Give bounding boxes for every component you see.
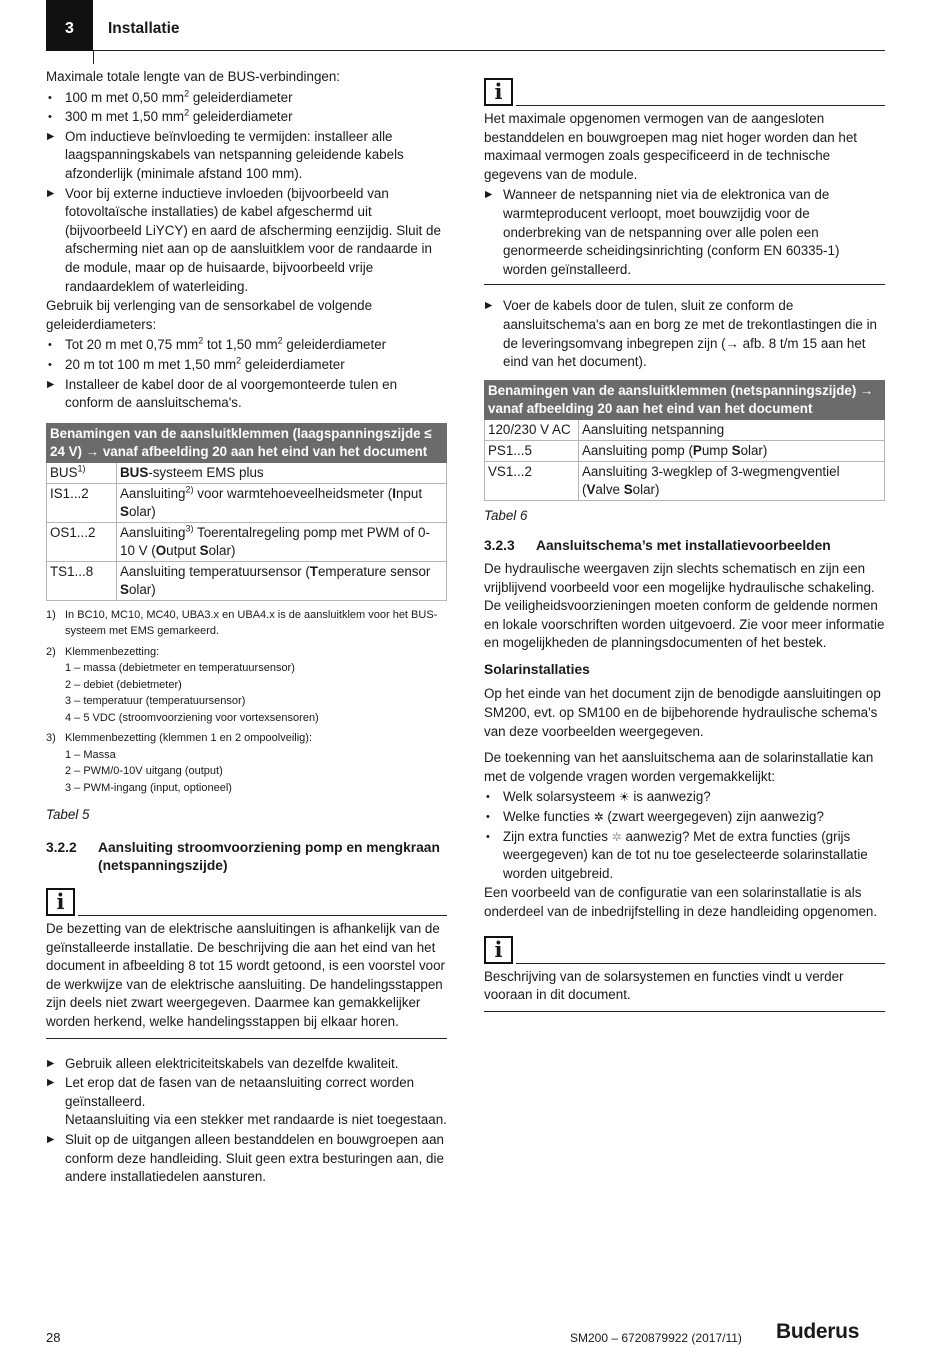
section-3-2-3-text: De hydraulische weergaven zijn slechts schematisch en zijn een vrijblijvend voorbeeld voor een mogelijke hydraulische schakeling. De veiligheidsvoorzieningen moeten conform de geldende normen en lokale voorschriften worden uitgevoerd. Zie voor meer informatie en mogelijkheden de planningsdocumenten of het bestek. [484,560,885,651]
instruction-item: ▶ Installeer de kabel door de al voorgemonteerde tulen en conform de aansluitschema's. [46,376,447,413]
sensor-length-item: • 20 m tot 100 m met 1,50 $mm^2$ geleiderdiameter [46,356,447,375]
terminal-code: OS1...2 [47,522,117,561]
bus-length-list [46,89,447,127]
footnote: 3) Klemmenbezetting (klemmen 1 en 2 ompoolveilig): 1 – Massa 2 – PWM/0-10V uitgang (output) 3 – PWM-ingang (input, optioneel) [46,732,313,794]
info-icon: i [484,936,513,964]
solar-function-icon: ✲ [593,810,604,825]
instruction-item: ▶ Voor bij externe inductieve invloeden (bijvoorbeeld van fotovoltaïsche installaties) de kabel afgeschermd uit (bijvoorbeeld LiYCY) en aard de afscherming eenzijdig. Sluit de afscherming niet aan op de aansluitklem voor de randaarde in de module, maar op de huisaarde, bijvoorbeeld vrije randaardeklem of waterleiding. [46,185,447,297]
step-item: ▶ Let erop dat de fasen van de netaansluiting correct worden geïnstalleerd. Netaansluiting via een stekker met randaarde is niet toegestaan. [46,1074,447,1130]
header-rule [93,50,885,51]
header-tick [93,50,94,64]
info-box [484,934,885,1012]
bus-length-item: • 100 m met 0,50 $mm^2$ geleiderdiameter [46,89,447,108]
solar-question: • Zijn extra functies ✲ aanwezig? Met de extra functies (grijs weergegeven) kan de tot nu toe geselecteerde solarinstallatie worden uitgebreid. [484,828,885,884]
terminal-description: Aansluiting temperatuursensor (Temperature sensor Solar) [117,561,447,600]
terminal-description: Aansluiting$^{2)}$ voor warmtehoeveelheidsmeter (Input Solar) [117,483,447,522]
section-3-2-2-heading: 3.2.2 Aansluiting stroomvoorziening pomp en mengkraan (netspanningszijde) [46,839,440,874]
footnote: 2) Klemmenbezetting: 1 – massa (debietmeter en temperatuursensor) 2 – debiet (debietmeter) 3 – temperatuur (temperatuursensor) 4 – 5 VDC (stroomvoorziening voor vortexsensoren) [46,645,319,724]
terminal-description: BUS-systeem EMS plus [117,462,447,483]
terminal-description: Aansluiting 3-wegklep of 3-wegmengventiel (Valve Solar) [579,461,885,500]
step-list [46,1055,447,1187]
table-row [47,483,447,522]
table-6-header: Benamingen van de aansluitklemmen (netspanningszijde) → vanaf afbeelding 20 aan het eind van het document [485,380,885,419]
instruction-list [46,128,447,296]
info-icon: i [46,888,75,916]
solar-question: • Welke functies ✲ (zwart weergegeven) zijn aanwezig? [484,808,885,827]
solar-paragraph: De toekenning van het aansluitschema aan de solarinstallatie kan met de volgende vragen worden vergemakkelijkt: [484,750,874,784]
terminal-description: Aansluiting$^{3)}$ Toerentalregeling pomp met PWM of 0-10 V (Output Solar) [117,522,447,561]
solar-system-icon: ☀︎ [618,790,630,805]
solar-question-list [484,788,885,883]
left-column [46,68,447,1188]
terminal-code: VS1...2 [485,461,579,500]
info-text: De bezetting van de elektrische aansluitingen is afhankelijk van de geïnstalleerde installatie. De beschrijving die aan het eind van het document in afbeelding 8 tot 15 wordt getoond, is een voorstel voor de werkwijze van de elektrische aansluiting. De handelingsstappen zijn deels niet zwart weergegeven. Daarmee kan gemakkelijker worden herkend, welke handelingsstappen bij elkaar horen. [46,920,445,1029]
chapter-title: Installatie [108,20,180,37]
terminal-code: PS1...5 [485,440,579,461]
terminal-code: IS1...2 [47,483,117,522]
solar-heading: Solarinstallaties [484,661,590,677]
bus-intro: Maximale totale lengte van de BUS-verbindingen: [46,69,341,84]
right-column [484,68,885,1020]
info-step-list [484,186,885,279]
table-row [47,561,447,600]
step-item: ▶ Gebruik alleen elektriciteitskabels van dezelfde kwaliteit. [46,1055,447,1074]
terminal-code: BUS$^{1)}$ [47,462,117,483]
table-row [47,462,447,483]
table-5-footnotes [46,607,447,797]
info-icon: i [484,78,513,106]
terminal-description: Aansluiting netspanning [579,419,885,440]
table-6-caption: Tabel 6 [484,507,528,523]
solar-paragraph: Op het einde van het document zijn de benodigde aansluitingen op SM200, evt. op SM100 en de bijbehorende hydraulische schema's van deze voorbeelden weergegeven. [484,686,881,739]
sensor-length-item: • Tot 20 m met 0,75 $mm^2$ tot 1,50 $mm^2$ geleiderdiameter [46,336,447,355]
bus-length-item: • 300 m met 1,50 $mm^2$ geleiderdiameter [46,108,447,127]
solar-question: • Welk solarsysteem ☀︎ is aanwezig? [484,788,885,807]
table-5-caption: Tabel 5 [46,807,90,823]
info-box [46,886,447,1039]
info-box [484,76,885,285]
terminal-code: 120/230 V AC [485,419,579,440]
step-item: ▶ Voer de kabels door de tulen, sluit ze conform de aansluitschema's aan en borg ze met de trekontlastingen die in de leveringsomvang inbegrepen zijn (→ afb. 8 t/m 15 aan het eind van het document). [484,297,885,371]
terminal-description: Aansluiting pomp (Pump Solar) [579,440,885,461]
instruction-item: ▶ Om inductieve beïnvloeding te vermijden: installeer alle laagspanningskabels van netspanning geleidende kabels afzonderlijk (minimale afstand 100 mm). [46,128,447,184]
table-row [485,440,885,461]
instruction-list [46,376,447,413]
terminal-code: TS1...8 [47,561,117,600]
table-6 [484,380,885,501]
step-list [484,297,885,371]
page-number: 28 [46,1330,61,1345]
footnote: 1) In BC10, MC10, MC40, UBA3.x en UBA4.x is de aansluitklem voor het BUS-systeem met EMS gemarkeerd. [46,608,438,638]
step-item: ▶ Sluit op de uitgangen alleen bestanddelen en bouwgroepen aan conform deze handleiding. Sluit geen extra besturingen aan, die andere installatiedelen aansturen. [46,1131,447,1187]
buderus-logo: Buderus [776,1320,860,1343]
chapter-number: 3 [46,0,93,51]
table-row [47,522,447,561]
solar-paragraph: Een voorbeeld van de configuratie van een solarinstallatie is als onderdeel van de inbedrijfstelling in deze handleiding opgenomen. [484,885,878,919]
info-text: Het maximale opgenomen vermogen van de aangesloten bestanddelen en bouwgroepen mag niet hoger worden dan het maximaal vermogen zoals gespecificeerd in de technische gegevens van de module. [484,111,857,182]
step-note: Netaansluiting via een stekker met randaarde is niet toegestaan. [65,1112,447,1128]
table-5 [46,423,447,601]
section-3-2-3-heading: 3.2.3 Aansluitschema’s met installatievoorbeelden [484,538,831,554]
table-row [485,461,885,500]
info-text: Beschrijving van de solarsystemen en functies vindt u verder vooraan in dit document. [484,968,844,1003]
table-row [485,419,885,440]
document-reference: SM200 – 6720879922 (2017/11) [570,1331,742,1345]
table-5-header: Benamingen van de aansluitklemmen (laagspanningszijde ≤ 24 V) → vanaf afbeelding 20 aan het eind van het document [47,423,447,462]
sensor-intro: Gebruik bij verlenging van de sensorkabel de volgende geleiderdiameters: [46,298,373,332]
info-step-item: ▶ Wanneer de netspanning niet via de elektronica van de warmteproducent verloopt, moet bouwzijdig voor de onderbreking van de netspanning over alle polen een genormeerde scheidingsinrichting (conform EN 60335-1) worden geïnstalleerd. [484,186,885,279]
sensor-length-list [46,336,447,374]
solar-extra-function-icon: ✲ [611,829,622,844]
